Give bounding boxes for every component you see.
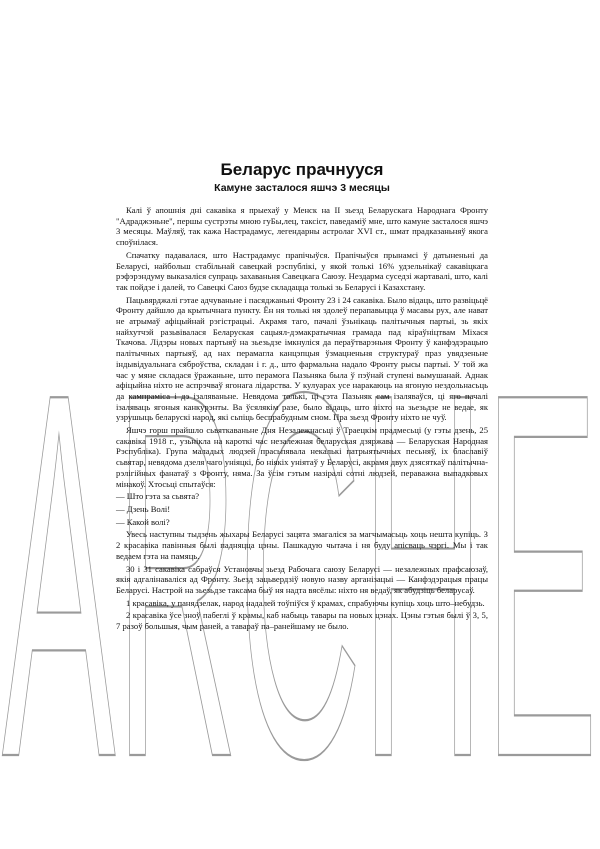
article-title: Беларус прачнууся <box>220 160 384 179</box>
dialog-line: — Дзень Волі! <box>116 503 171 514</box>
article-subtitle: Камуне засталося яшчэ 3 месяцы <box>214 182 390 194</box>
dialog-line: — Што гэта за сьвята? <box>116 491 200 502</box>
article <box>116 160 488 634</box>
paragraph: Калі ў апошнія дні сакавіка я прыехаў у Менск на II зьезд Беларускага Народнага Фронту "Адраджэньне", першы сустрэты мною гуБы,лец, таксіст, паведаміў мне, што камуне засталося яшчэ 3 месяцы. Маўляў, так кажа Настрадамус, легендарны астролаг XVI ст., шмат прадказаньняў якога споўнілася. <box>116 205 488 248</box>
dialog-line: — Какой волі? <box>116 516 170 527</box>
paragraph: Увесь наступны тыдзень жыхары Беларусі зацята змагаліся за магчымасьць хоць нешта купіць. З 2 красавіка павінныя былі падняцца цэны. Пашкадую чытача і ня буду апісваць чэргі. Мы і так ведаем гэта на памяць. <box>116 529 488 561</box>
paragraph: Спачатку падавалася, што Настрадамус прапічыўся. Прапічыўся прынамсі ў датыненьні да Беларусі, найбольш стабільнай савецкай рэспублікі, у якой толькі 16% удзельнікаў сакавіцкага рэфэрэндуму выказаліся супраць захаваньня Савецкага Саюзу. Нездарма суседзі жартавалі, што, калі так пойдзе і далей, то Савецкі Саюз будзе складацца толькі зь Беларусі і Казахстану. <box>116 249 488 292</box>
paragraph: 1 красавіка, у панядзелак, народ надалей тоўпіўся ў крамах, спрабуючы купіць хоць што–небудзь. <box>126 597 485 608</box>
paragraph: Пацьвярджалі гэтае адчуваньне і пасяджаньні Фронту 23 і 24 сакавіка. Было відаць, што развіцьцё Фронту дайшло да крытычнага пункту. Ён ня толькі ня здолеў перапавыцца ў масавы рух, але нават не атрымаў афіцыйнай рэгістрацыі. Акрамя таго, пачалі ўзьнікаць палітычныя партыі, зь якіх найхутчэй разьвівалася Беларуская сацыял-дэмакратычная грамада пад кіраўніцтвам Міхася Ткачова. Лідэры новых партыяў на зьезьдзе імкнуліся да пераўтварэньня Фронту ў канфэдэрацыю палітычных партыяў, ад нах перамагла канцэпцыя ўзмацненьня структураў праз увядзеньне індывідуальнага сяброўства, складан і г. д., што фармальна надало Фронту рысы партыі. У той жа час у мяне складася ўражаньне, што перамога Пазьняка была ў пэўнай ступені вымушанай. Аднак афіцыйна ніхто не аспрэчваў ягонага лідарства. У кулуарах усе наракаюць на ягоную нездольнасьць да кампраміса і дэ ізаляваньне. Невядома толькі, ці гэта Пазьняк сам ізаляваўся, ці яго пачалі ізаляваць ягоныя канкурэнты. Ва ўсялякім разе, было відаць, што ніхто на зьезьдзе не ведае, як узрушыць беларускі народ, які сьпіць беспрабудным сном. Пра зьезд Фронту ніхто не чуў. <box>116 294 488 423</box>
paragraph: 30 і 31 сакавіка сабраўся Установчы зьезд Рабочага саюзу Беларусі — незалежных прафсаюзаў, якія адгалінаваліся ад Фронту. Зьезд зацьвердзіў новую назву арганізацыі — Канфэдэрацыя працы Беларусі. Настрой на зьезьдзе таксама быў ня надта вясёлы: ніхто ня ведаў, як абудзіць беларусаў. <box>116 563 488 595</box>
paragraph: Яшчэ горш прайшло сьвяткаваньне Дня Незалежнасьці ў Траецкім прадмесьці (у гэты дзень, 25 сакавіка 1918 г., узьнікла на кароткі час незалежная беларуская дзяржава — Беларуская Народная Рэспубліка). Група маладых людзей прасьпявала некалькі патрыятычных песьняў, іх блаславіў сьвятар, невядома дзеля чаго уніяцкі, бо ніякіх уніятаў у Беларусі, акрамя двух дзясяткаў палітычна-рэлігійных фанатаў з Фронту, няма. За ўсім гэтым назіралі сотні людзей, пераважна выпадковых мінакоў. Хтосьці спытаўся: <box>116 425 488 489</box>
article-body <box>116 205 488 632</box>
paragraph: 2 красавіка ўсе зноў пабеглі ў крамы, каб набыць тавары па новых цэнах. Цэны гэтыя былі ў 3, 5, 7 разоў большыя, чым раней, а тавараў па–ранейшаму не было. <box>116 610 488 632</box>
watermark-text: ARCHE <box>2 285 598 849</box>
